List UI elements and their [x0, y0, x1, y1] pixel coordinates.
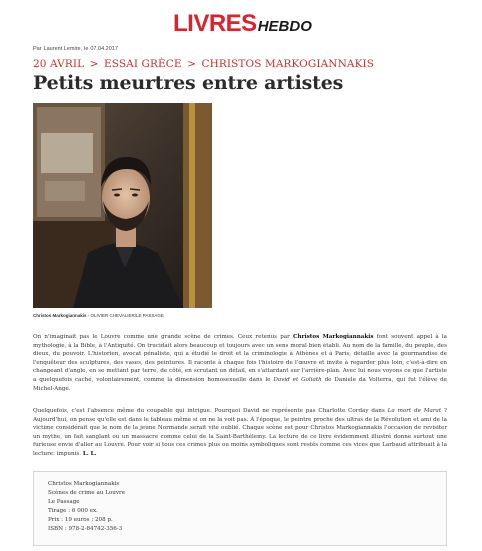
paragraph-text: On n'imaginait pas le Louvre comme une grande scène de crimes. Ceux retenus par — [33, 334, 294, 340]
photo-caption — [33, 313, 164, 318]
paragraph-text: ? Aujourd'hui, on pense qu'elle est dans le tableau même si on ne la voit pas. À l'époque, le peintre proche des ultras de la Révolution et ami de la victime considérait que le nom de la jeune Normande serait vite oublié. Chaque scène est pour Christos Markogiannakis l'occasion de revisiter un mythe, un fait sanglant ou un massacre comme celui de la Saint-Barthélemy. La lecture de ce livre évidemment illustré donne surtout une furieuse envie d'aller au Louvre. Pour voir si tous ces crimes plus ou moins symboliques sont restés comme ces vices que Larbaud attribuait à la lecture: impunis. — [33, 408, 447, 457]
article-paragraph — [33, 333, 447, 393]
paragraph-text: font souvent appel à la mythologie, à la Bible, à l'Antiquité. On trucidait alors beaucoup et toujours avec un sens moral bien établi. Au nom de la famille, du peuple, des dieux, du pouvoir. L'historien, avocat pénaliste, qui a étudié le droit et la criminologie à Athènes et à Paris, détaille avec la gourmandise de l'enquêteur des sculptures, des vases, des peintures. Il raconte à chaque fois l'histoire de l'œuvre et invite à regarder plus loin, c'est-à-dire en changeant d'angle, en se mettant par terre, de côté, en scrutant un détail, en s'attardant sur l'arrière-plan. Avec lui nous voyons ce que l'artiste a quelquefois caché, volontairement, comme la dimension homosexuelle dans le — [33, 334, 448, 383]
logo-hebdo-text: HEBDO — [257, 18, 312, 35]
book-price: Prix : 19 euros ; 208 p. — [48, 517, 113, 523]
book-title: Scènes de crime au Louvre — [48, 490, 126, 496]
book-author: Christos Markogiannakis — [48, 481, 120, 487]
book-publisher: Le Passage — [48, 499, 80, 505]
article-headline: Petits meurtres entre artistes — [33, 72, 344, 94]
logo-livres-text: LIVRES — [173, 10, 257, 37]
kicker-category[interactable]: ESSAI GRÈCE — [103, 58, 182, 70]
author-portrait-image — [33, 103, 212, 308]
paragraph-text: de Daniele da Volterra, qui fut l'élève de Michel-Ange. — [33, 376, 447, 392]
livres-hebdo-logo[interactable] — [173, 10, 313, 40]
book-info-box — [33, 471, 447, 546]
caption-credit: - OLIVIER CHEVALIER/LE PASSAGE — [86, 313, 164, 318]
author-photo — [33, 103, 212, 308]
article-kicker — [33, 58, 374, 70]
byline-date: 07.04.2017 — [90, 46, 118, 52]
artwork-title: La mort de Marat — [387, 408, 442, 414]
byline — [33, 46, 120, 52]
byline-date-prefix: le — [84, 46, 89, 52]
article-paragraph — [33, 407, 447, 459]
author-name[interactable]: Christos Markogiannakis — [293, 334, 374, 340]
article-signature: L. L. — [82, 450, 97, 457]
byline-author[interactable]: Laurent Lemire, — [43, 46, 83, 52]
paragraph-text: Quelquefois, c'est l'absence même du coupable qui intrigue. Pourquoi David ne représente pas Charlotte Corday dans — [33, 408, 388, 414]
kicker-separator: > — [187, 58, 197, 70]
kicker-separator: > — [89, 58, 99, 70]
byline-prefix: Par — [33, 46, 42, 52]
artwork-title: David et Goliath — [273, 376, 322, 383]
caption-name: Christos Markogiannakis — [33, 313, 87, 318]
kicker-date: 20 AVRIL — [33, 58, 85, 70]
book-print-run: Tirage : 6 000 ex. — [48, 508, 98, 514]
book-isbn: ISBN : 978-2-84742-356-3 — [48, 526, 123, 532]
kicker-subject[interactable]: CHRISTOS MARKOGIANNAKIS — [201, 58, 375, 70]
